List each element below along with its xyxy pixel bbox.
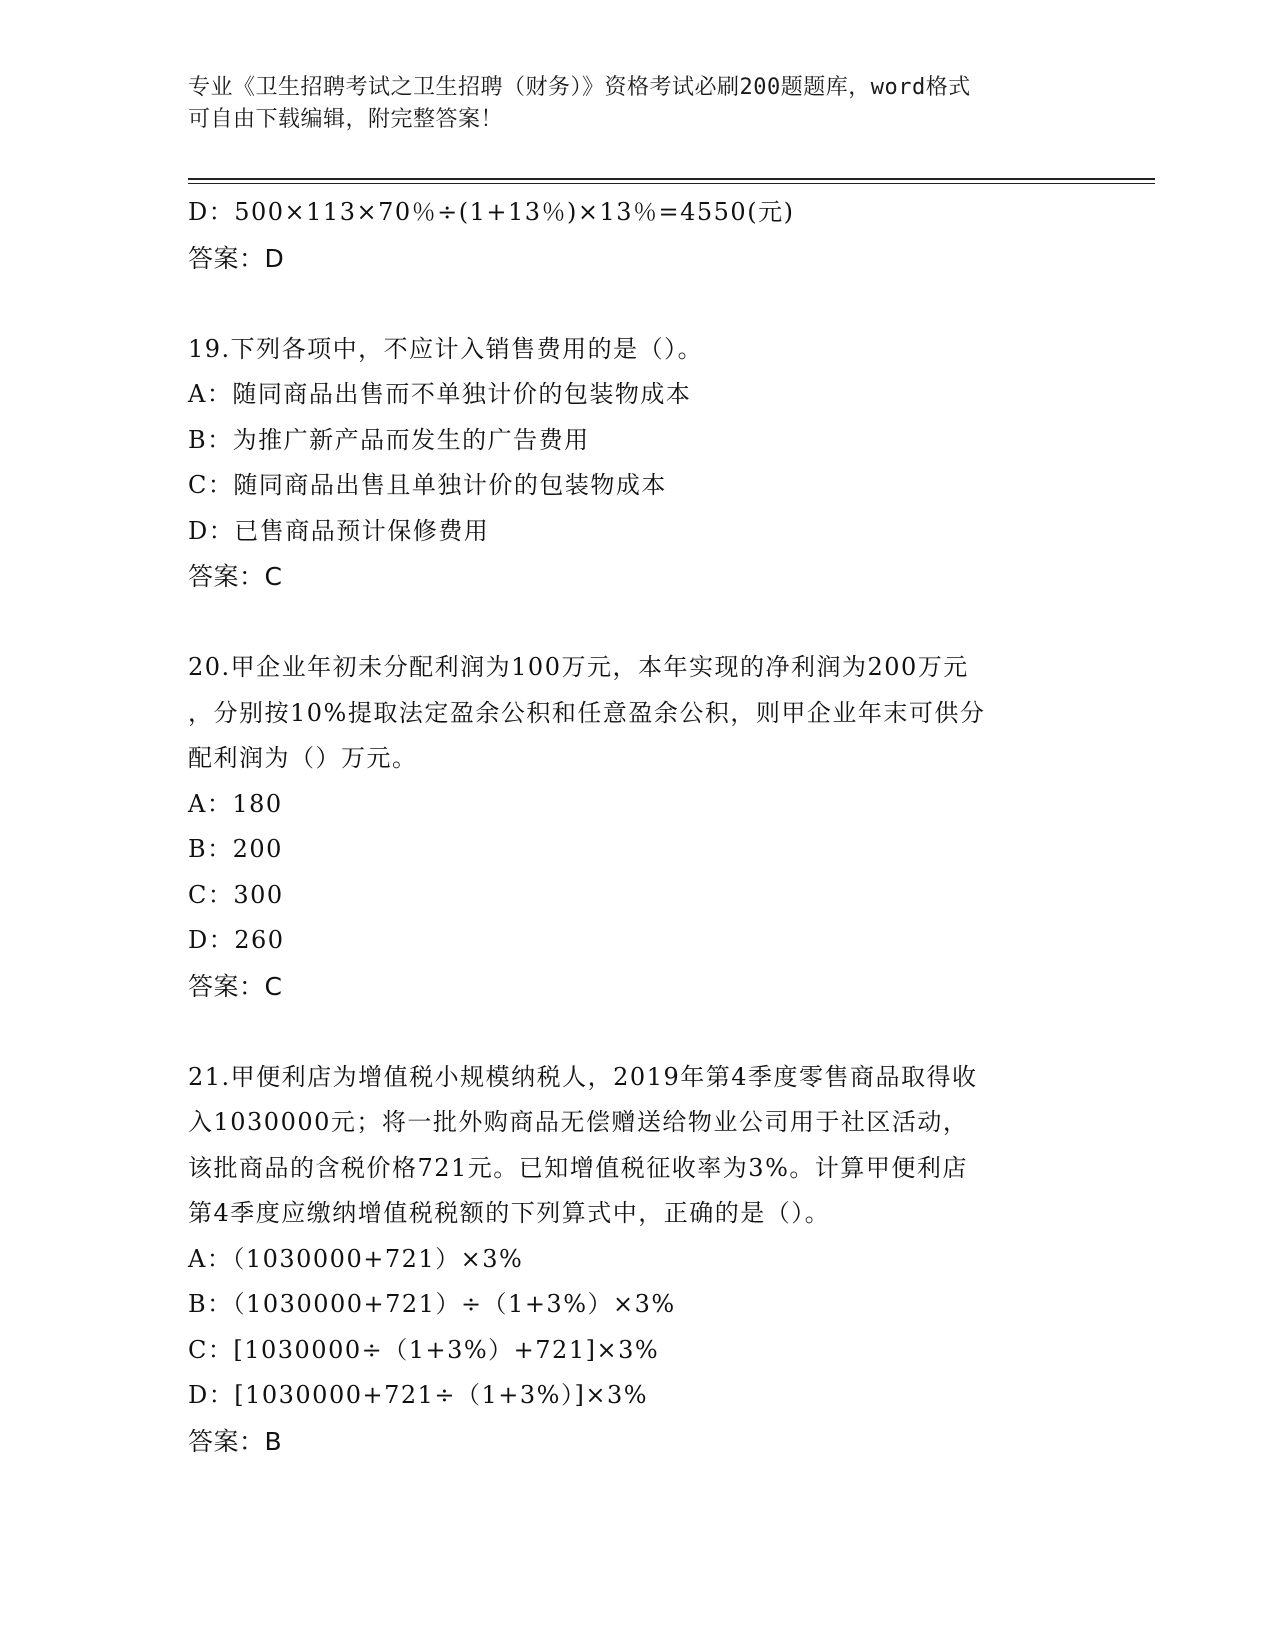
question-20-option-a: A：180	[188, 789, 283, 818]
question-21-option-a: A：（1030000+721）×3%	[188, 1244, 524, 1273]
question-19	[188, 327, 1128, 600]
spacer	[188, 1009, 1128, 1055]
spacer	[188, 600, 1128, 646]
question-21-stem-line-3: 该批商品的含税价格721元。已知增值税征收率为3%。计算甲便利店	[188, 1153, 968, 1182]
question-19-option-a: A：随同商品出售而不单独计价的包装物成本	[188, 380, 692, 408]
question-20-answer: 答案：C	[188, 971, 283, 1001]
question-19-stem: 19.下列各项中，不应计入销售费用的是（）。	[188, 334, 704, 363]
question-20-stem-line-3: 配利润为（）万元。	[188, 744, 418, 772]
question-20-option-c: C：300	[188, 880, 284, 909]
question-20-stem-line-1: 20.甲企业年初未分配利润为100万元，本年实现的净利润为200万元	[188, 653, 969, 681]
prev-option-d: D：500×113×70％÷(1+13％)×13％=4550(元)	[188, 198, 795, 226]
question-20-stem-line-2: ，分别按10%提取法定盈余公积和任意盈余公积，则甲企业年末可供分	[188, 698, 986, 727]
question-21-stem-line-4: 第4季度应缴纳增值税税额的下列算式中，正确的是（）。	[188, 1199, 831, 1227]
question-21-option-c: C：[1030000÷（1+3%）+721]×3%	[188, 1335, 660, 1364]
question-20	[188, 645, 1128, 1009]
prev-answer: 答案：D	[188, 243, 285, 273]
question-19-option-b: B：为推广新产品而发生的广告费用	[188, 425, 590, 454]
question-20-option-d: D：260	[188, 926, 285, 954]
question-19-answer: 答案：C	[188, 562, 283, 591]
document-body	[188, 190, 1128, 1464]
question-21-answer: 答案：B	[188, 1426, 283, 1456]
question-19-option-c: C：随同商品出售且单独计价的包装物成本	[188, 471, 667, 499]
spacer	[188, 281, 1128, 327]
question-19-option-d: D：已售商品预计保修费用	[188, 516, 490, 545]
question-21-option-d: D：[1030000+721÷（1+3%）]×3%	[188, 1381, 649, 1409]
header-line-2: 可自由下载编辑，附完整答案！	[188, 107, 504, 132]
header-divider	[188, 178, 1155, 184]
question-21	[188, 1055, 1128, 1465]
question-21-stem-line-1: 21.甲便利店为增值税小规模纳税人，2019年第4季度零售商品取得收	[188, 1062, 978, 1091]
page-header	[188, 72, 1068, 136]
question-21-option-b: B：（1030000+721）÷（1+3%）×3%	[188, 1290, 676, 1318]
header-line-1: 专业《卫生招聘考试之卫生招聘（财务）》资格考试必刷200题题库，word格式	[188, 75, 971, 100]
question-21-stem-line-2: 入1030000元；将一批外购商品无偿赠送给物业公司用于社区活动，	[188, 1108, 969, 1136]
question-20-option-b: B：200	[188, 835, 283, 863]
